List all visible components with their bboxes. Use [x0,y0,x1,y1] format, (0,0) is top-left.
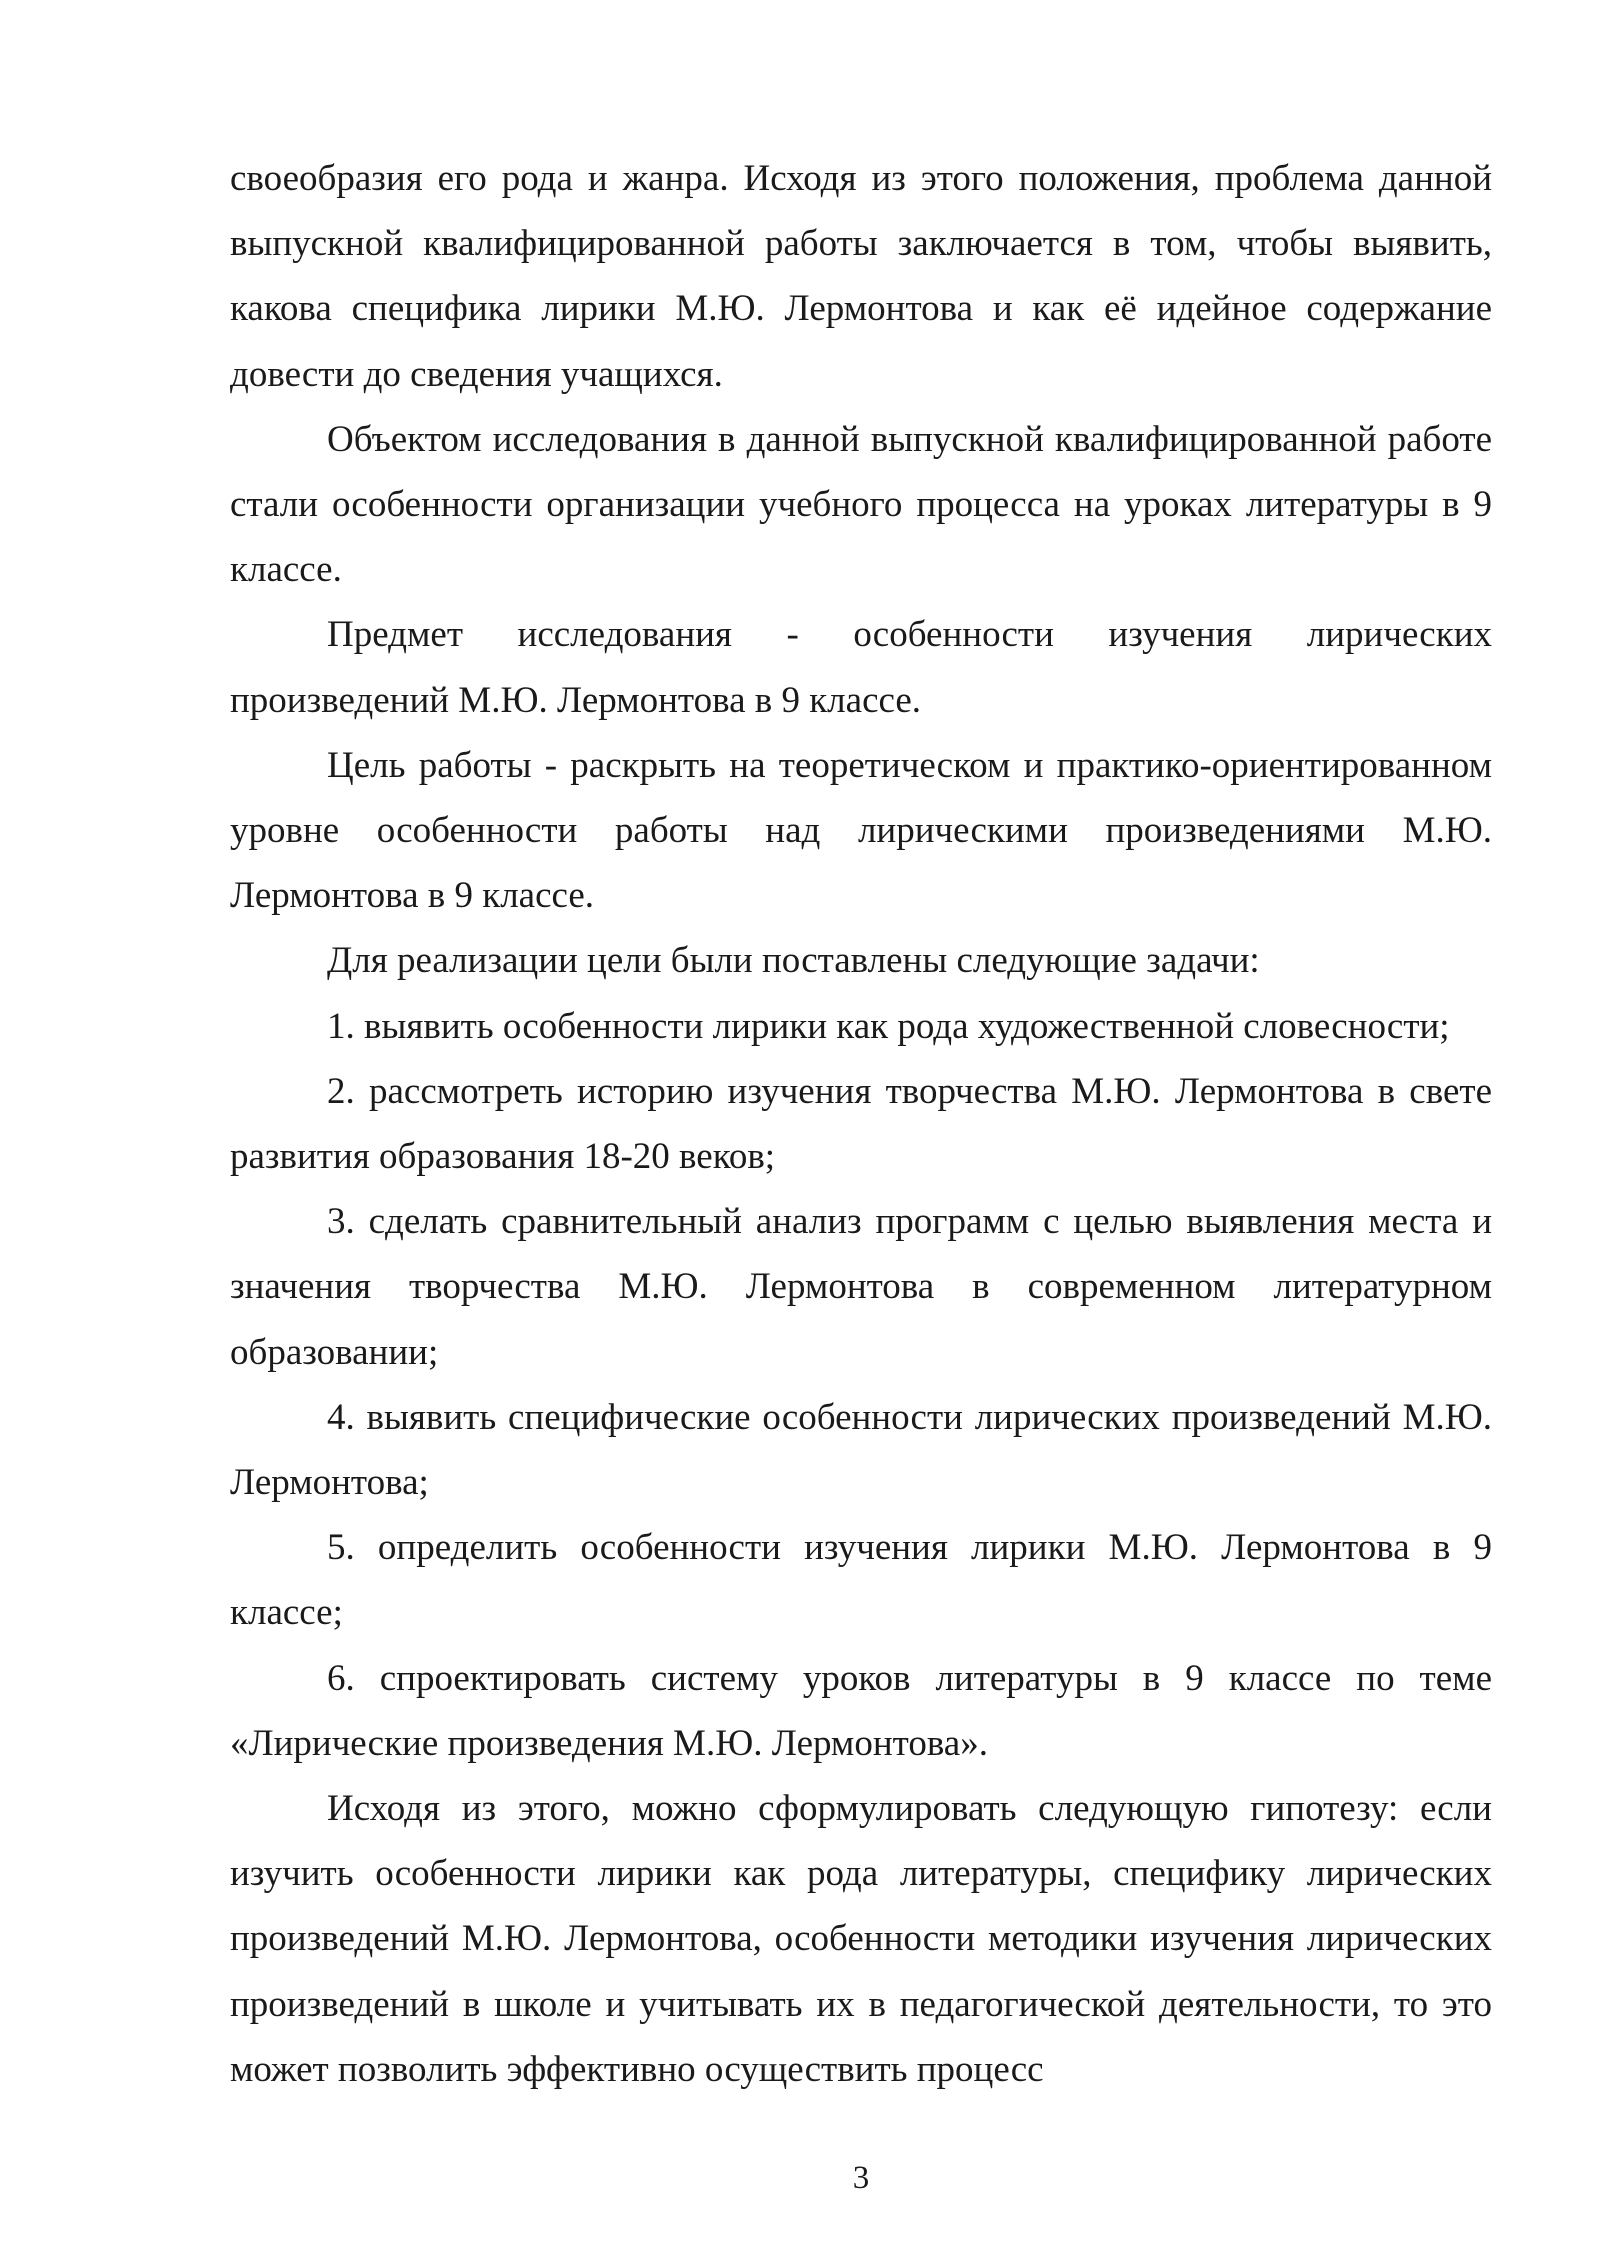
paragraph-object: Объектом исследования в данной выпускной квалифицированной работе стали особенности организации учебного процесса на уроках литературы в 9 классе. [230,418,1492,591]
paragraph-hypothesis: Исходя из этого, можно сформулировать следующую гипотезу: если изучить особенности лирики как рода литературы, специфику лирических произведений М.Ю. Лермонтова, особенности методики изучения лирических произведений в школе и учитывать их в педагогической деятельности, то это может позволить эффективно осуществить процесс [230,1788,1492,2090]
task-item-6: 6. спроектировать систему уроков литературы в 9 классе по теме «Лирические произведения М.Ю. Лермонтова». [230,1657,1492,1764]
page-body [230,146,1492,2102]
task-item-5: 5. определить особенности изучения лирики М.Ю. Лермонтова в 9 классе; [230,1527,1492,1634]
task-item-4: 4. выявить специфические особенности лирических произведений М.Ю. Лермонтова; [230,1396,1492,1504]
task-item-1: 1. выявить особенности лирики как рода художественной словесности; [327,1005,1450,1047]
paragraph-subject: Предмет исследования - особенности изучения лирических произведений М.Ю. Лермонтова в 9 классе. [230,614,1492,721]
paragraph-goal: Цель работы - раскрыть на теоретическом и практико-ориентированном уровне особенности работы над лирическими произведениями М.Ю. Лермонтова в 9 классе. [230,744,1492,917]
page-number: 3 [852,2160,870,2196]
paragraph-continuation: своеобразия его рода и жанра. Исходя из этого положения, проблема данной выпускной квалифицированной работы заключается в том, чтобы выявить, какова специфика лирики М.Ю. Лермонтова и как её идейное содержание довести до сведения учащихся. [230,158,1492,395]
paragraph-tasks-intro: Для реализации цели были поставлены следующие задачи: [327,940,1260,982]
task-item-3: 3. сделать сравнительный анализ программ с целью выявления места и значения творчества М.Ю. Лермонтова в современном литературном образовании; [230,1201,1492,1373]
task-item-2: 2. рассмотреть историю изучения творчества М.Ю. Лермонтова в свете развития образования 18-20 веков; [230,1070,1492,1178]
